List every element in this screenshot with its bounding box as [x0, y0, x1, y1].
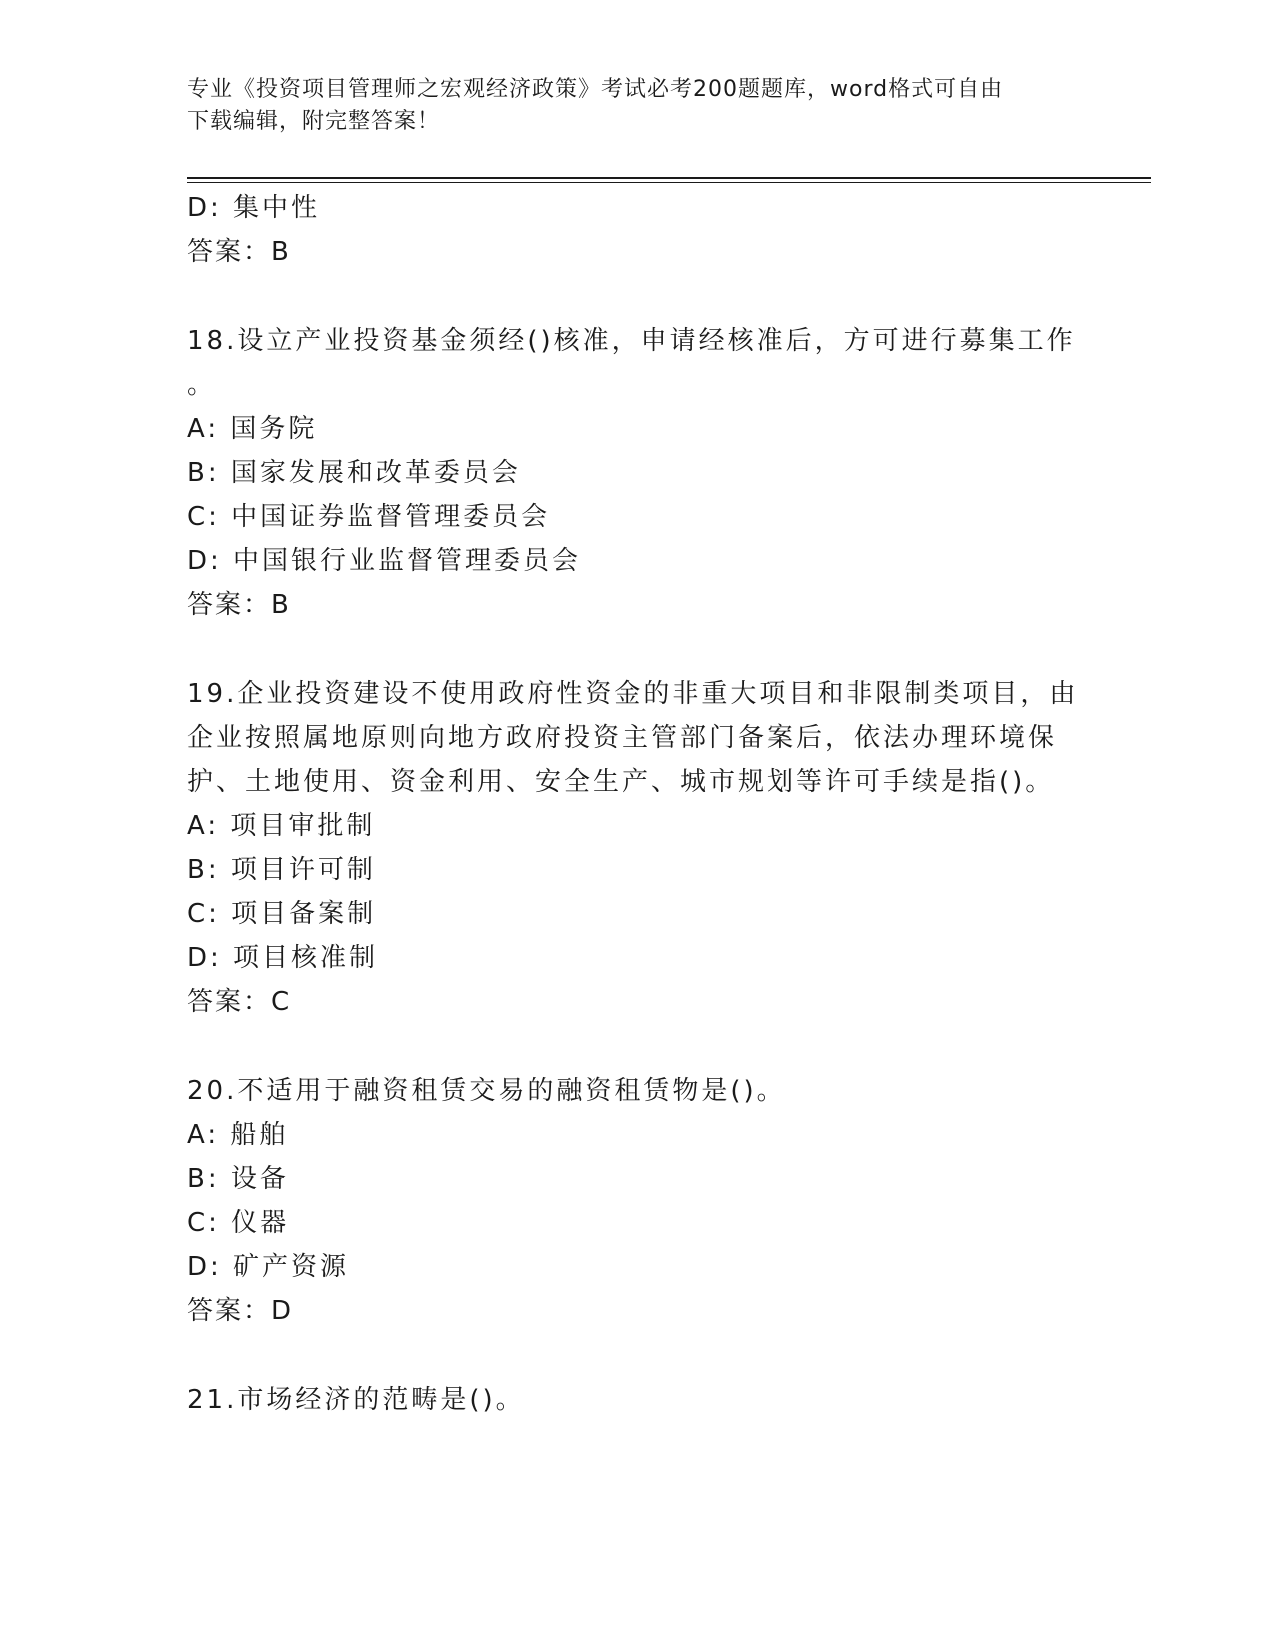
q20-answer: 答案：D — [187, 1296, 294, 1326]
q18-stem-line-2: 。 — [187, 370, 217, 400]
q18-option-a: A: 国务院 — [187, 414, 318, 444]
q19-option-b: B: 项目许可制 — [187, 855, 376, 885]
header-rule-thick — [187, 177, 1151, 179]
q20-option-a: A: 船舶 — [187, 1120, 289, 1150]
q21-stem-line-1: 21.市场经济的范畴是()。 — [187, 1385, 525, 1415]
q18-option-b: B: 国家发展和改革委员会 — [187, 458, 521, 488]
q19-option-c: C: 项目备案制 — [187, 899, 377, 929]
q20-option-b: B: 设备 — [187, 1164, 289, 1194]
prev-option-d: D: 集中性 — [187, 193, 321, 223]
q19-option-d: D: 项目核准制 — [187, 943, 379, 973]
q20-option-c: C: 仪器 — [187, 1208, 290, 1238]
q18-stem-line-1: 18.设立产业投资基金须经()核准，申请经核准后，方可进行募集工作 — [187, 326, 1076, 356]
q20-stem-line-1: 20.不适用于融资租赁交易的融资租赁物是()。 — [187, 1076, 786, 1106]
page-header — [187, 74, 1067, 138]
header-line-1: 专业《投资项目管理师之宏观经济政策》考试必考200题题库，word格式可自由 — [187, 77, 1004, 102]
header-line-2: 下载编辑，附完整答案！ — [187, 109, 441, 134]
q20-option-d: D: 矿产资源 — [187, 1252, 350, 1282]
q19-option-a: A: 项目审批制 — [187, 811, 376, 841]
q19-stem-line-1: 19.企业投资建设不使用政府性资金的非重大项目和非限制类项目，由 — [187, 679, 1079, 709]
q18-option-d: D: 中国银行业监督管理委员会 — [187, 546, 582, 576]
q18-answer: 答案：B — [187, 590, 291, 620]
q19-stem-line-3: 护、土地使用、资金利用、安全生产、城市规划等许可手续是指()。 — [187, 767, 1055, 797]
prev-answer: 答案：B — [187, 237, 291, 267]
q18-option-c: C: 中国证券监督管理委员会 — [187, 502, 551, 532]
q19-stem-line-2: 企业按照属地原则向地方政府投资主管部门备案后，依法办理环境保 — [187, 723, 1058, 753]
q19-answer: 答案：C — [187, 987, 292, 1017]
header-rule-thin — [187, 182, 1151, 183]
